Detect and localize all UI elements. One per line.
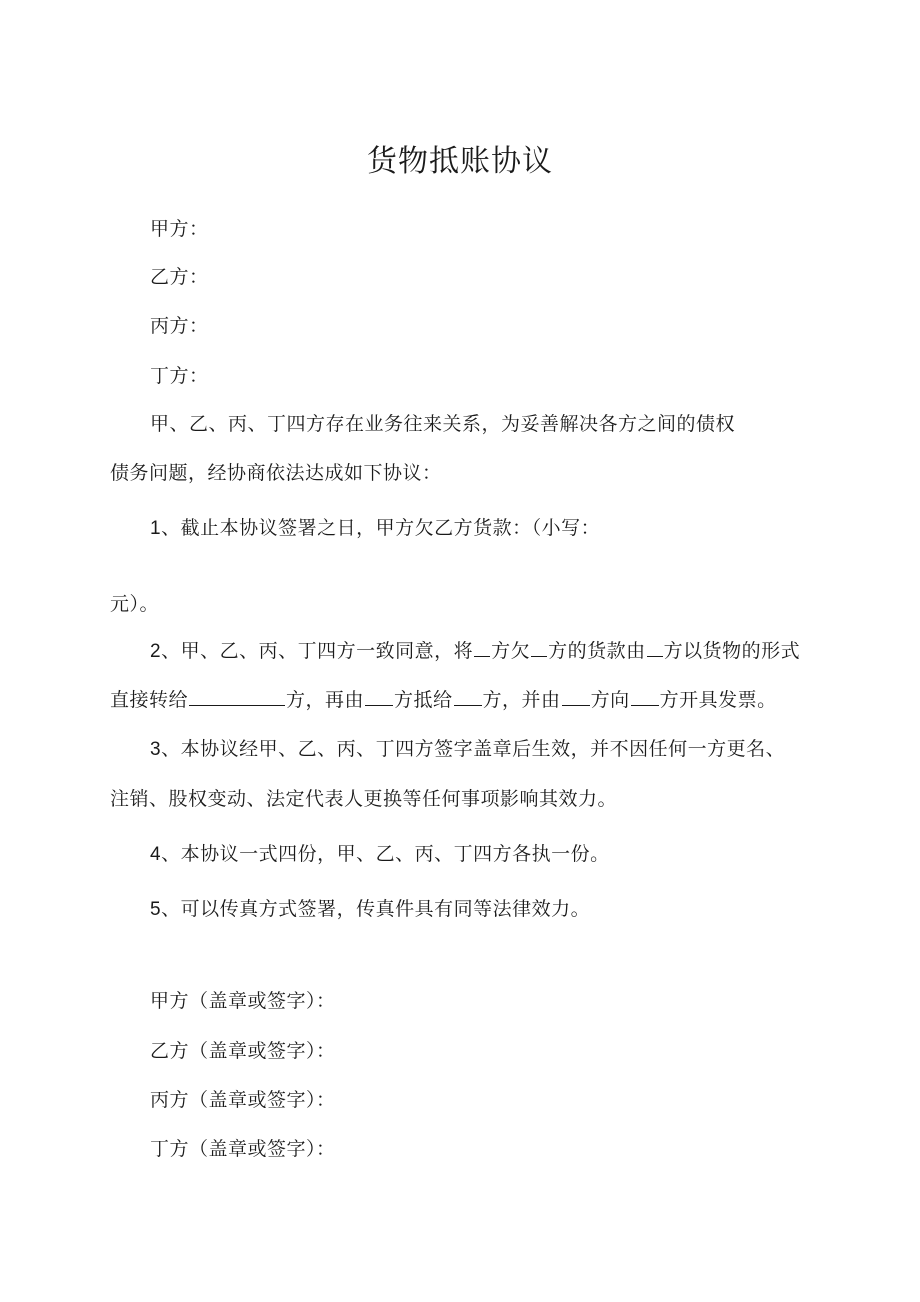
blank-field — [562, 687, 590, 706]
blank-field — [365, 687, 393, 706]
blank-field — [189, 687, 285, 706]
blank-field — [454, 687, 482, 706]
blank-field — [647, 638, 663, 657]
clause-4-number: 4 — [150, 844, 162, 865]
clause-2-line-1 — [150, 638, 800, 665]
clause-1-number: 1 — [150, 518, 162, 539]
clause-2-seg-1: 、甲、乙、丙、丁四方一致同意，将 — [161, 640, 474, 662]
document-title: 货物抵账协议 — [367, 144, 553, 179]
clause-3-continuation: 注销、股权变动、法定代表人更换等任何事项影响其效力。 — [110, 788, 618, 810]
clause-2-line-2 — [110, 687, 777, 713]
clause-3 — [150, 736, 785, 763]
blank-field — [474, 638, 490, 657]
clause-2-number: 2 — [150, 641, 162, 662]
clause-1-text: 、截止本协议签署之日，甲方欠乙方货款：（小写： — [161, 517, 601, 539]
preamble-line-2: 债务问题，经协商依法达成如下协议： — [110, 462, 442, 484]
signature-party-a: 甲方（盖章或签字）： — [150, 990, 336, 1012]
clause-2-line2-seg-1: 直接转给 — [110, 689, 189, 711]
party-b-label: 乙方： — [150, 266, 209, 288]
clause-2-line2-seg-2: 方，再由 — [286, 689, 365, 711]
blank-field — [631, 687, 659, 706]
clause-2-line2-seg-5: 方向 — [590, 689, 630, 711]
clause-1 — [150, 515, 600, 542]
blank-field — [531, 638, 547, 657]
clause-5-number: 5 — [150, 899, 162, 920]
clause-2-seg-4: 方以货物的形式 — [663, 640, 801, 662]
clause-5 — [150, 896, 590, 923]
clause-2-line2-seg-4: 方，并由 — [482, 689, 561, 711]
clause-4-text: 、本协议一式四份，甲、乙、丙、丁四方各执一份。 — [161, 843, 610, 865]
party-c-label: 丙方： — [150, 315, 209, 337]
clause-4 — [150, 841, 610, 868]
party-a-label: 甲方： — [150, 218, 209, 240]
clause-2-line2-seg-6: 方开具发票。 — [659, 689, 777, 711]
clause-3-number: 3 — [150, 739, 162, 760]
clause-2-line2-seg-3: 方抵给 — [394, 689, 453, 711]
preamble-line-1: 甲、乙、丙、丁四方存在业务往来关系，为妥善解决各方之间的债权 — [150, 413, 736, 435]
signature-party-b: 乙方（盖章或签字）： — [150, 1040, 336, 1062]
clause-3-text: 、本协议经甲、乙、丙、丁四方签字盖章后生效，并不因任何一方更名、 — [161, 738, 786, 760]
clause-5-text: 、可以传真方式签署，传真件具有同等法律效力。 — [161, 898, 591, 920]
clause-2-seg-2: 方欠 — [491, 640, 531, 662]
party-d-label: 丁方： — [150, 365, 209, 387]
signature-party-c: 丙方（盖章或签字）： — [150, 1089, 336, 1111]
clause-2-seg-3: 方的货款由 — [548, 640, 646, 662]
signature-party-d: 丁方（盖章或签字）： — [150, 1138, 336, 1160]
clause-1-continuation: 元）。 — [110, 593, 160, 615]
